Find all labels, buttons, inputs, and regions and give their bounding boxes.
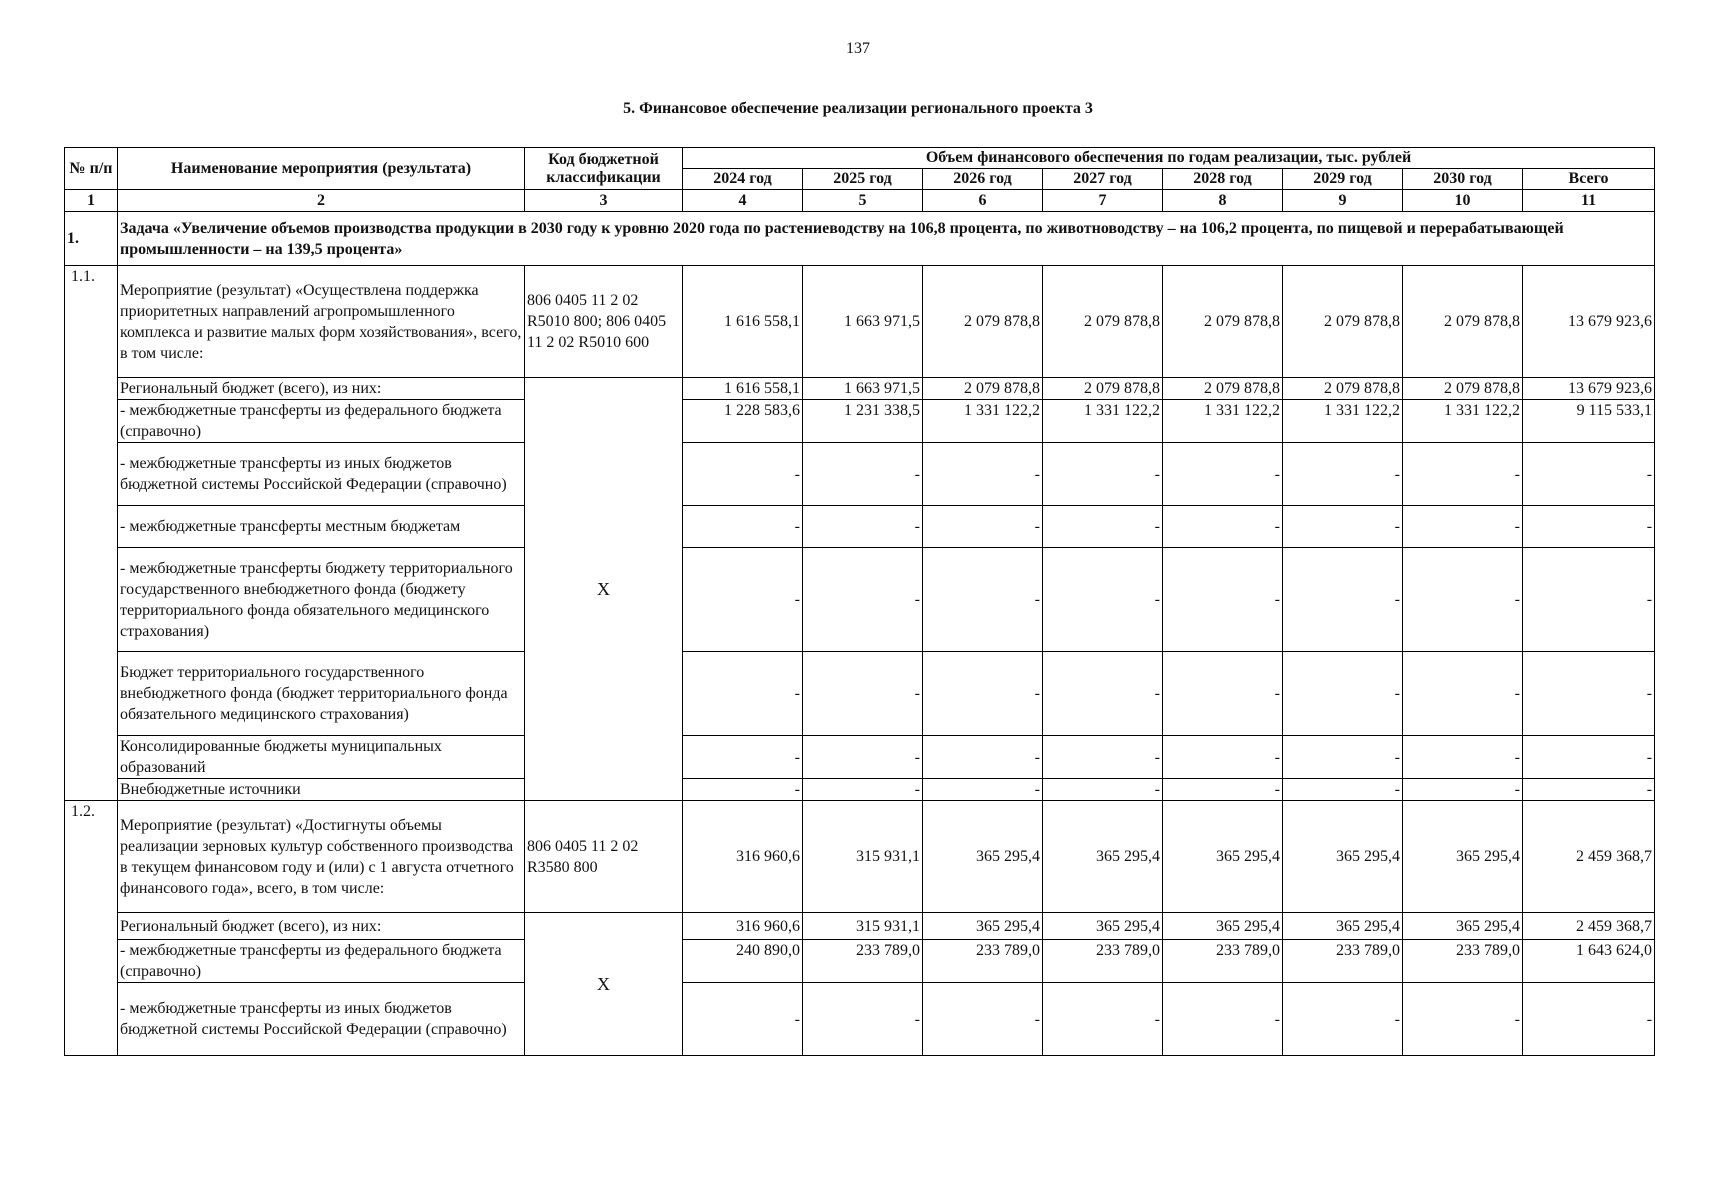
value-cell: -: [683, 548, 803, 652]
column-number: 9: [1283, 190, 1403, 212]
value-cell: 233 789,0: [803, 940, 923, 983]
value-cell: 2 079 878,8: [1403, 378, 1523, 400]
total-cell: 13 679 923,6: [1523, 266, 1655, 378]
value-cell: 2 079 878,8: [1043, 378, 1163, 400]
value-cell: 365 295,4: [1283, 913, 1403, 940]
total-cell: -: [1523, 779, 1655, 801]
value-cell: -: [1403, 736, 1523, 779]
value-cell: -: [923, 652, 1043, 736]
funding-source-name: Внебюджетные источники: [118, 779, 525, 801]
header-code: Код бюджетной классификации: [525, 148, 683, 190]
value-cell: 365 295,4: [1403, 913, 1523, 940]
value-cell: 1 616 558,1: [683, 378, 803, 400]
value-cell: -: [1163, 443, 1283, 506]
task-row: [65, 212, 1655, 266]
task-number: 1.: [65, 212, 118, 266]
funding-source-row: [65, 736, 1655, 779]
value-cell: -: [1043, 736, 1163, 779]
value-cell: -: [1043, 548, 1163, 652]
not-applicable-mark: X: [525, 913, 683, 1056]
value-cell: 1 616 558,1: [683, 266, 803, 378]
value-cell: 316 960,6: [683, 801, 803, 913]
funding-source-row: [65, 913, 1655, 940]
measure-name: Мероприятие (результат) «Осуществлена поддержка приоритетных направлений агропромышленного комплекса и развитие малых форм хозяйствования», всего, в том числе:: [118, 266, 525, 378]
value-cell: 365 295,4: [923, 913, 1043, 940]
funding-source-row: [65, 548, 1655, 652]
value-cell: 365 295,4: [1283, 801, 1403, 913]
value-cell: -: [923, 779, 1043, 801]
funding-source-row: [65, 400, 1655, 443]
value-cell: -: [1043, 652, 1163, 736]
value-cell: 2 079 878,8: [1283, 266, 1403, 378]
value-cell: -: [1283, 983, 1403, 1056]
total-cell: 13 679 923,6: [1523, 378, 1655, 400]
value-cell: 365 295,4: [1403, 801, 1523, 913]
funding-source-name: - межбюджетные трансферты из федерального бюджета (справочно): [118, 940, 525, 983]
budget-code: 806 0405 11 2 02 R5010 800; 806 0405 11 2 02 R5010 600: [525, 266, 683, 378]
funding-source-row: [65, 652, 1655, 736]
value-cell: 365 295,4: [1163, 913, 1283, 940]
value-cell: 1 231 338,5: [803, 400, 923, 443]
funding-source-name: - межбюджетные трансферты из федерального бюджета (справочно): [118, 400, 525, 443]
header-year: 2030 год: [1403, 169, 1523, 190]
column-number: 2: [118, 190, 525, 212]
value-cell: -: [1163, 548, 1283, 652]
header-year: 2027 год: [1043, 169, 1163, 190]
funding-source-name: Бюджет территориального государственного внебюджетного фонда (бюджет территориального фонда обязательного медицинского страхования): [118, 652, 525, 736]
not-applicable-mark: X: [525, 378, 683, 801]
measure-number: 1.1.: [65, 266, 118, 801]
funding-source-name: - межбюджетные трансферты из иных бюджетов бюджетной системы Российской Федерации (справочно): [118, 443, 525, 506]
value-cell: 2 079 878,8: [923, 378, 1043, 400]
funding-source-row: [65, 940, 1655, 983]
value-cell: -: [1043, 779, 1163, 801]
funding-source-row: [65, 983, 1655, 1056]
value-cell: -: [683, 652, 803, 736]
value-cell: 233 789,0: [1403, 940, 1523, 983]
value-cell: -: [923, 443, 1043, 506]
funding-source-name: Консолидированные бюджеты муниципальных образований: [118, 736, 525, 779]
value-cell: -: [1043, 443, 1163, 506]
page-number: 137: [846, 40, 870, 57]
header-year: 2025 год: [803, 169, 923, 190]
value-cell: -: [1163, 506, 1283, 548]
total-cell: 2 459 368,7: [1523, 801, 1655, 913]
header-year: 2029 год: [1283, 169, 1403, 190]
value-cell: 365 295,4: [923, 801, 1043, 913]
total-cell: 1 643 624,0: [1523, 940, 1655, 983]
funding-source-row: [65, 378, 1655, 400]
value-cell: 2 079 878,8: [1283, 378, 1403, 400]
value-cell: -: [1283, 443, 1403, 506]
value-cell: -: [1403, 443, 1523, 506]
section-title: 5. Финансовое обеспечение реализации регионального проекта 3: [623, 100, 1093, 117]
column-number: 3: [525, 190, 683, 212]
column-number: 6: [923, 190, 1043, 212]
value-cell: 2 079 878,8: [1163, 378, 1283, 400]
value-cell: 365 295,4: [1043, 801, 1163, 913]
value-cell: -: [1283, 779, 1403, 801]
value-cell: -: [1403, 652, 1523, 736]
value-cell: -: [803, 548, 923, 652]
value-cell: -: [1163, 652, 1283, 736]
funding-source-row: [65, 506, 1655, 548]
value-cell: -: [1403, 779, 1523, 801]
value-cell: -: [1283, 506, 1403, 548]
column-number: 11: [1523, 190, 1655, 212]
value-cell: -: [683, 779, 803, 801]
value-cell: -: [923, 548, 1043, 652]
funding-source-name: - межбюджетные трансферты местным бюджетам: [118, 506, 525, 548]
value-cell: -: [1043, 983, 1163, 1056]
total-cell: -: [1523, 548, 1655, 652]
value-cell: -: [1283, 548, 1403, 652]
value-cell: 1 331 122,2: [1163, 400, 1283, 443]
value-cell: -: [683, 983, 803, 1056]
total-cell: -: [1523, 652, 1655, 736]
value-cell: 1 331 122,2: [1403, 400, 1523, 443]
value-cell: 1 331 122,2: [1043, 400, 1163, 443]
value-cell: 2 079 878,8: [1043, 266, 1163, 378]
measure-number: 1.2.: [65, 801, 118, 1056]
column-number: 10: [1403, 190, 1523, 212]
total-cell: 2 459 368,7: [1523, 913, 1655, 940]
value-cell: 233 789,0: [923, 940, 1043, 983]
total-cell: -: [1523, 506, 1655, 548]
value-cell: -: [683, 736, 803, 779]
funding-source-row: [65, 779, 1655, 801]
header-total: Всего: [1523, 169, 1655, 190]
header-year: 2026 год: [923, 169, 1043, 190]
value-cell: -: [803, 506, 923, 548]
funding-source-name: Региональный бюджет (всего), из них:: [118, 378, 525, 400]
header-year: 2028 год: [1163, 169, 1283, 190]
value-cell: -: [803, 652, 923, 736]
value-cell: -: [1163, 779, 1283, 801]
column-numbers-row: [65, 190, 1655, 212]
column-number: 5: [803, 190, 923, 212]
task-text: Задача «Увеличение объемов производства продукции в 2030 году к уровню 2020 года по растениеводству на 106,8 процента, по животноводству – на 106,2 процента, по пищевой и перерабатывающей промышленности – на 139,5 процента»: [118, 212, 1655, 266]
value-cell: 240 890,0: [683, 940, 803, 983]
value-cell: 1 331 122,2: [923, 400, 1043, 443]
column-number: 7: [1043, 190, 1163, 212]
value-cell: -: [803, 736, 923, 779]
value-cell: -: [923, 506, 1043, 548]
value-cell: 1 331 122,2: [1283, 400, 1403, 443]
measure-name: Мероприятие (результат) «Достигнуты объемы реализации зерновых культур собственного производства в текущем финансовом году и (или) с 1 августа отчетного финансового года», всего, в том числе:: [118, 801, 525, 913]
value-cell: -: [1163, 983, 1283, 1056]
funding-source-name: Региональный бюджет (всего), из них:: [118, 913, 525, 940]
value-cell: 1 228 583,6: [683, 400, 803, 443]
funding-source-name: - межбюджетные трансферты бюджету территориального государственного внебюджетного фонда (бюджету территориального фонда обязательного медицинского страхования): [118, 548, 525, 652]
value-cell: 233 789,0: [1043, 940, 1163, 983]
value-cell: -: [1403, 506, 1523, 548]
value-cell: 315 931,1: [803, 801, 923, 913]
measure-row: [65, 266, 1655, 378]
column-number: 4: [683, 190, 803, 212]
header-year: 2024 год: [683, 169, 803, 190]
value-cell: 2 079 878,8: [1403, 266, 1523, 378]
value-cell: 233 789,0: [1163, 940, 1283, 983]
value-cell: 316 960,6: [683, 913, 803, 940]
total-cell: -: [1523, 736, 1655, 779]
value-cell: -: [803, 779, 923, 801]
value-cell: 365 295,4: [1043, 913, 1163, 940]
column-number: 1: [65, 190, 118, 212]
value-cell: 2 079 878,8: [923, 266, 1043, 378]
funding-source-row: [65, 443, 1655, 506]
value-cell: -: [1163, 736, 1283, 779]
financing-table: [64, 147, 1655, 1056]
value-cell: 1 663 971,5: [803, 378, 923, 400]
column-number: 8: [1163, 190, 1283, 212]
measure-row: [65, 801, 1655, 913]
value-cell: -: [683, 443, 803, 506]
value-cell: -: [803, 443, 923, 506]
total-cell: -: [1523, 443, 1655, 506]
value-cell: 1 663 971,5: [803, 266, 923, 378]
value-cell: 2 079 878,8: [1163, 266, 1283, 378]
budget-code: 806 0405 11 2 02 R3580 800: [525, 801, 683, 913]
header-num: № п/п: [65, 148, 118, 190]
value-cell: -: [1283, 736, 1403, 779]
value-cell: -: [803, 983, 923, 1056]
value-cell: -: [1403, 548, 1523, 652]
value-cell: -: [923, 736, 1043, 779]
value-cell: -: [923, 983, 1043, 1056]
value-cell: -: [1403, 983, 1523, 1056]
total-cell: -: [1523, 983, 1655, 1056]
value-cell: 315 931,1: [803, 913, 923, 940]
value-cell: 233 789,0: [1283, 940, 1403, 983]
value-cell: -: [683, 506, 803, 548]
total-cell: 9 115 533,1: [1523, 400, 1655, 443]
value-cell: -: [1283, 652, 1403, 736]
header-name: Наименование мероприятия (результата): [118, 148, 525, 190]
header-volume: Объем финансового обеспечения по годам реализации, тыс. рублей: [683, 148, 1655, 169]
value-cell: -: [1043, 506, 1163, 548]
funding-source-name: - межбюджетные трансферты из иных бюджетов бюджетной системы Российской Федерации (справочно): [118, 983, 525, 1056]
value-cell: 365 295,4: [1163, 801, 1283, 913]
